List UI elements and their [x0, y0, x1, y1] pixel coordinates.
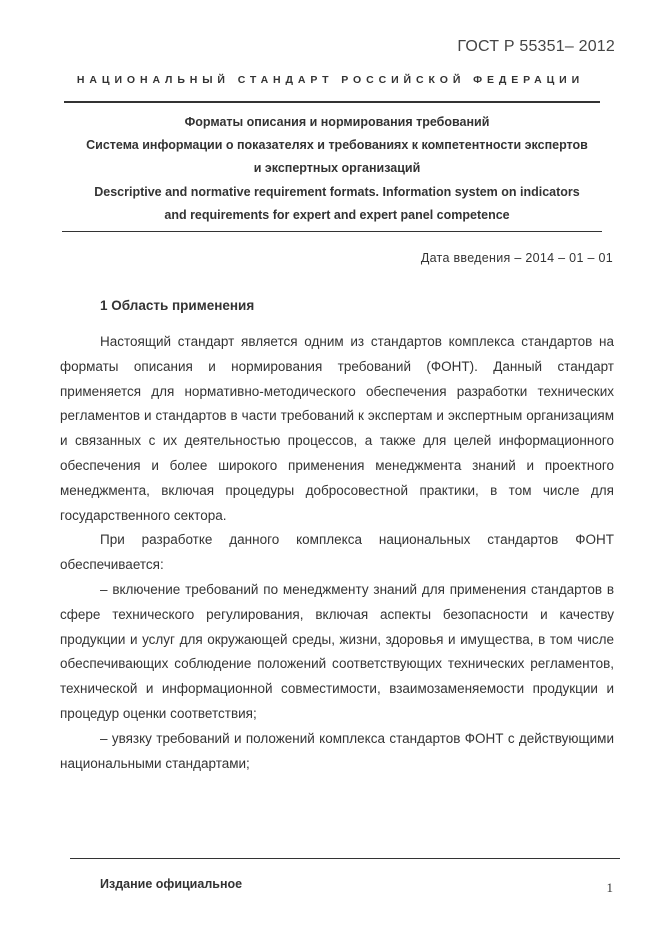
- title-ru-line-2: Система информации о показателях и требованиях к компетентности экспертов: [86, 138, 588, 153]
- standard-code: ГОСТ Р 55351– 2012: [457, 38, 615, 55]
- title-en-line-1: Descriptive and normative requirement formats. Information system on indicators: [94, 184, 580, 199]
- national-standard-banner: НАЦИОНАЛЬНЫЙ СТАНДАРТ РОССИЙСКОЙ ФЕДЕРАЦИИ: [76, 74, 585, 86]
- title-ru-line-3: и экспертных организаций: [253, 161, 421, 176]
- introduction-date: Дата введения – 2014 – 01 – 01: [420, 251, 613, 265]
- paragraph: При разработке данного комплекса национальных стандартов ФОНТ обеспечивается:: [60, 532, 614, 573]
- footer-divider: [70, 858, 620, 859]
- section-heading: 1 Область применения: [100, 298, 255, 313]
- header-divider: [64, 101, 600, 103]
- list-item: – включение требований по менеджменту знаний для применения стандартов в сфере технического регулирования, включая аспекты безопасности и качеству продукции и услуг для окружающей среды, жизни, здоровья и имущества, в том числе обеспечивающих соблюдение положений соответствующих технических регламентов, технической и информационной совместимости, взаимозаменяемости продукции и процедур оценки соответствия;: [60, 581, 614, 721]
- title-ru-line-1: Форматы описания и нормирования требований: [184, 115, 490, 129]
- paragraph: Настоящий стандарт является одним из стандартов комплекса стандартов на форматы описания и нормирования требований (ФОНТ). Данный стандарт применяется для нормативно-методического обеспечения разработки технических регламентов и стандартов в части требований к экспертам и экспертным организациям и связанных с их деятельностью процессов, а также для целей информационного обеспечения и более широкого применения менеджмента знаний и проектного менеджмента, включая процедуры добросовестной практики, в том числе для государственного сектора.: [60, 334, 614, 523]
- official-edition-label: Издание официальное: [100, 877, 243, 891]
- title-en-line-2: and requirements for expert and expert panel competence: [164, 207, 510, 222]
- page-number: 1: [606, 880, 613, 895]
- list-item: – увязку требований и положений комплекса стандартов ФОНТ с действующими национальными стандартами;: [60, 730, 614, 771]
- section-body: [60, 330, 614, 776]
- title-divider: [62, 231, 602, 232]
- document-title: [56, 111, 618, 227]
